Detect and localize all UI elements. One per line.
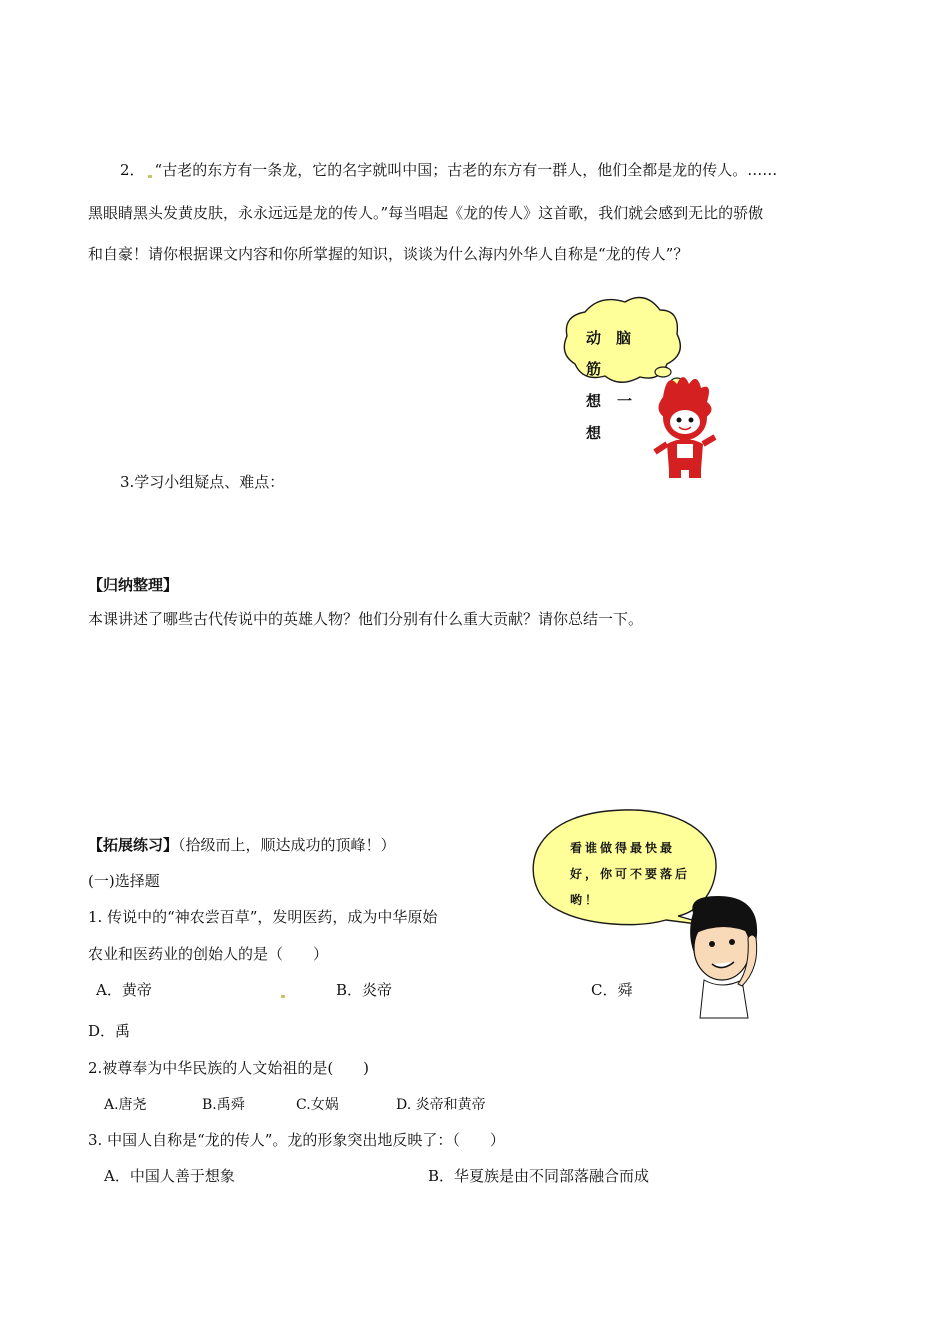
mc-q2-option-a: A.唐尧 [104,1097,147,1113]
summary-heading: 【归纳整理】 [88,576,179,594]
mc-q2-option-b: B.禹舜 [202,1097,245,1113]
bubble-text [570,835,690,913]
q1-option-d: D．禹 [88,1022,131,1040]
summary-text: 本课讲述了哪些古代传说中的英雄人物？他们分别有什么重大贡献？请你总结一下。 [88,610,644,628]
q1-line2: 农业和医药业的创始人的是（ ） [88,945,329,963]
mascot-icon [655,377,715,478]
marker-dot [148,175,152,178]
cloud-char-3: 筋 [586,360,602,378]
q2-number: 2． [120,161,145,179]
cloud-char-6: 想 [586,424,602,442]
section-title: (一)选择题 [88,872,160,890]
marker-dot [281,995,285,998]
q1-option-c: C．舜 [591,981,633,999]
q1-option-a: A．黄帝 [96,981,152,999]
practice-heading-line [88,835,396,855]
mc-q3-text: 3. 中国人自称是“龙的传人”。龙的形象突出地反映了：（ ） [88,1131,505,1149]
cloud-char-5: 一 [617,392,633,410]
q2-line1 [120,160,777,180]
boy-icon [690,896,757,1018]
q3-text: 3.学习小组疑点、难点： [120,473,285,491]
cloud-char-1: 动 [586,329,602,347]
thought-cloud-graphic [555,292,755,492]
practice-subtitle: （拾级而上，顺达成功的顶峰！） [178,836,396,854]
bubble-line-3: 哟！ [570,893,601,907]
cloud-char-2: 脑 [616,329,632,347]
mc-q3-option-a: A．中国人善于想象 [104,1167,235,1185]
bubble-line-1: 看谁做得最快最 [570,841,676,855]
mc-q2-text: 2.被尊奉为中华民族的人文始祖的是( ) [88,1059,370,1077]
q2-text-line1: “古老的东方有一条龙，它的名字就叫中国；古老的东方有一群人，他们全都是龙的传人。…… [154,161,778,179]
practice-heading: 【拓展练习】 [88,836,179,854]
q1-line1: 1. 传说中的“神农尝百草”，发明医药，成为中华原始 [88,908,438,926]
mc-q2-option-d: D. 炎帝和黄帝 [396,1097,486,1113]
mc-q3-option-b: B．华夏族是由不同部落融合而成 [428,1167,650,1185]
mc-q2-option-c: C.女娲 [296,1097,339,1113]
q1-option-b: B．炎帝 [336,981,393,999]
cloud-char-4: 想 [586,392,602,410]
cloud-puff-1 [655,367,671,377]
q2-line3: 和自豪！请你根据课文内容和你所掌握的知识，谈谈为什么海内外华人自称是“龙的传人”？ [88,245,689,263]
q2-line2: 黑眼睛黑头发黄皮肤，永永远远是龙的传人。”每当唱起《龙的传人》这首歌，我们就会感到无比的骄傲 [88,204,764,222]
bubble-line-2: 好，你可不要落后 [570,867,691,881]
